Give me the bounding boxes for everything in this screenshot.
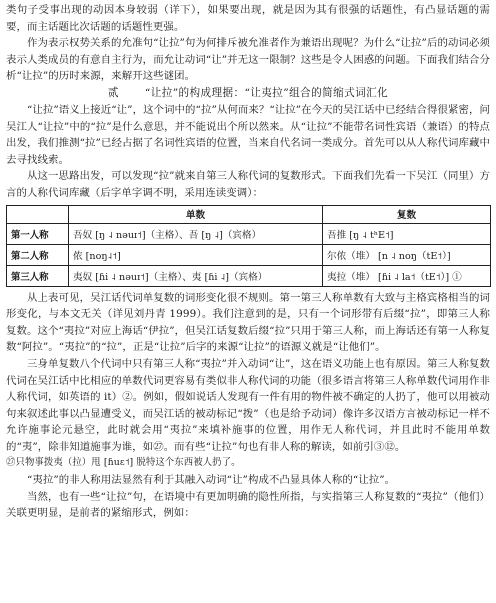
section-title: “让拉”的构成理据：“让夷拉”组合的简缩式词汇化 <box>144 86 389 99</box>
table-cell: 夷拉（堆） [ɦi ˨ la˦（tE˦）] ① <box>323 265 491 286</box>
table-cell: 尔侬（堆） [n ˨ noŋ（tE˦）] <box>323 244 491 265</box>
row-label: 第一人称 <box>7 223 69 244</box>
row-label: 第二人称 <box>7 244 69 265</box>
paragraph: 三身单复数八个代词中只有第三人称“夷拉”并入动词“让”，这在语义功能上也有原因。第三人称复数代词在吴江话中比相应的单数代词更容易有类似非人称代词的功能（很多语言将第三人称单数代词用作非人称代词，如英语的 it）②。例如，假如说话人发现有一件有用的物件被不确定的人扔了，他可以用被动句来叙述此事以凸显遭受义，而吴江话的被动标记“拨”（也是给予动词）像许多汉语方言被动标记一样不允许施事论元悬空，此时就会用“夷拉”来填补施事的位置，用作无人称代词，并且此时不能用单数的“夷”，除非知道施事为谁，如㉗。而有些“让拉”句也有非人称的解读，如前引③⑫。 <box>6 357 490 453</box>
pronoun-table <box>6 205 491 287</box>
table-header <box>7 205 69 223</box>
paragraph: 当然，也有一些“让拉”句，在语境中有更加明确的隐性所指，与实指第三人称复数的“夷拉”（他们）关联更明显，是前者的紧缩形式，例如： <box>6 490 490 520</box>
table-cell: 吾奴 [ŋ ˨ nəuɪ˦]（主格）、吾 [ŋ ˨]（宾格） <box>69 223 323 244</box>
example-sentence: ㉗只物事拨夷（拉）甩 [ɦuɛ˦] 脱特这个东西被人扔了。 <box>6 457 241 469</box>
paragraph: 类句子受事出现的动因本身较弱（详下），如果要出现，就是因为其有很强的话题性，有凸显话题的需要，而主话题比次话题的话题性更强。 <box>6 4 490 33</box>
table-header: 单数 <box>69 205 323 223</box>
paragraph: 从这一思路出发，可以发现“拉”就来自第三人称代词的复数形式。下面我们先看一下吴江（同里）方言的人称代词库藏（后字单字调不明，采用连读变调）： <box>6 170 490 199</box>
paragraph: 从上表可见，吴江话代词单复数的词形变化很不规则。第一第三人称单数有大致与主格宾格相当的词形变化，与本文无关（详见刘丹青 1999）。我们注意到的是，只有一个词形带有后缀“拉”，即第三人称复数。这个“夷拉”对应上海话“伊拉”，但吴江话复数后缀“拉”只用于第三人称，而上海话还有第一人称复数“阿拉”。“夷拉”的“拉”，正是“让拉”后字的来源“让拉”的语源义就是“让他们”。 <box>6 291 490 354</box>
table-row <box>7 244 491 265</box>
table-header: 复数 <box>323 205 491 223</box>
paragraph: “夷拉”的非人称用法显然有利于其融入动词“让”构成不凸显具体人称的“让拉”。 <box>27 474 396 487</box>
row-label: 第三人称 <box>7 265 69 286</box>
section-number: 贰 <box>107 86 119 99</box>
table-cell: 吾推 [ŋ ˨ tʰE˦] <box>323 223 491 244</box>
table-header-row <box>7 205 491 223</box>
table-cell: 夷奴 [ɦi ˨ nəuɪ˦]（主格）、夷 [ɦi ˨]（宾格） <box>69 265 323 286</box>
section-heading <box>6 85 490 102</box>
paragraph: “让拉”语义上接近“让”，这个词中的“拉”从何而来？“让拉”在今天的吴江话中已经结合得很紧密，问吴江人“让拉”中的“拉”是什么意思，并不能说出个所以然来。从“让拉”不能带名词性宾语（兼语）的特点出发，我们推测“拉”已经占据了名词性宾语的位置，当来自代名词一类成分。首先可以从人称代词库藏中去寻找线索。 <box>6 103 490 166</box>
table-cell: 侬 [noŋ˨˦] <box>69 244 323 265</box>
paragraph: 作为表示权势关系的允准句“让拉”句为何排斥被允准者作为兼语出现呢？为什么“让拉”后的动词必须表示人类成员的有意自主行为，而允让动词“让”并无这一限制？这些是令人困惑的问题。下面我们结合分析“让拉”的历时来源，来解开这些谜团。 <box>6 37 490 83</box>
table-row <box>7 265 491 286</box>
table-row <box>7 223 491 244</box>
